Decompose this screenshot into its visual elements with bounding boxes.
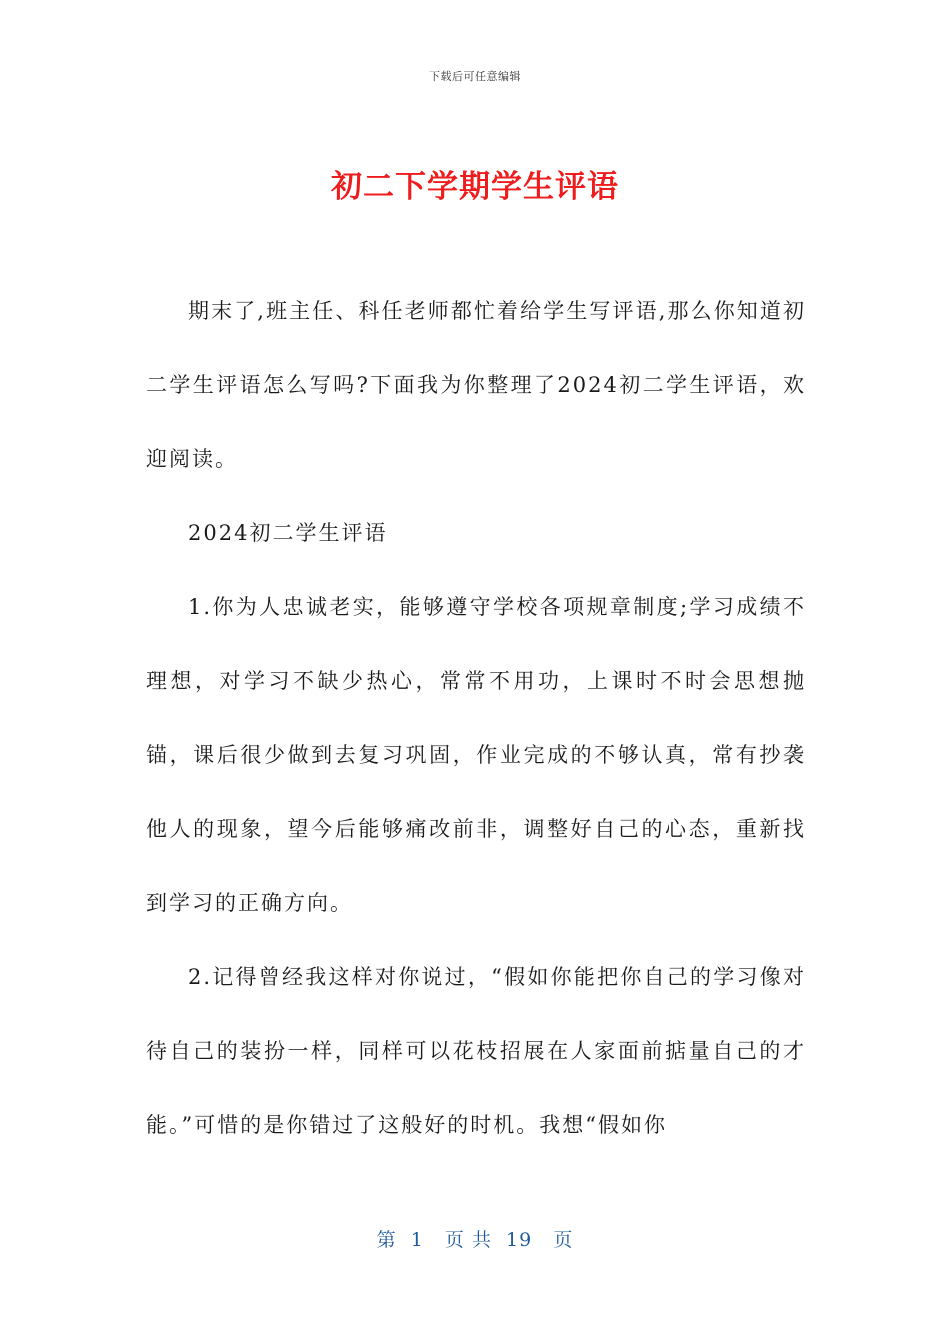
document-body [146, 274, 806, 1162]
header-note: 下载后可任意编辑 [429, 70, 521, 83]
document-title: 初二下学期学生评语 [331, 168, 619, 205]
paragraph-intro: 期末了,班主任、科任老师都忙着给学生写评语,那么你知道初二学生评语怎么写吗?下面我为你整理了2024初二学生评语，欢迎阅读。 [146, 299, 806, 471]
page-number-footer: 第 1 页 共 19 页 [376, 1229, 574, 1251]
paragraph-comment-1: 1.你为人忠诚老实，能够遵守学校各项规章制度;学习成绩不理想，对学习不缺少热心，常常不用功，上课时不时会思想抛锚，课后很少做到去复习巩固，作业完成的不够认真，常有抄袭他人的现象，望今后能够痛改前非，调整好自己的心态，重新找到学习的正确方向。 [146, 595, 806, 915]
paragraph-section-heading: 2024初二学生评语 [188, 521, 388, 545]
paragraph-comment-2: 2.记得曾经我这样对你说过，“假如你能把你自己的学习像对待自己的装扮一样，同样可以花枝招展在人家面前掂量自己的才能。”可惜的是你错过了这般好的时机。我想“假如你 [146, 965, 806, 1137]
